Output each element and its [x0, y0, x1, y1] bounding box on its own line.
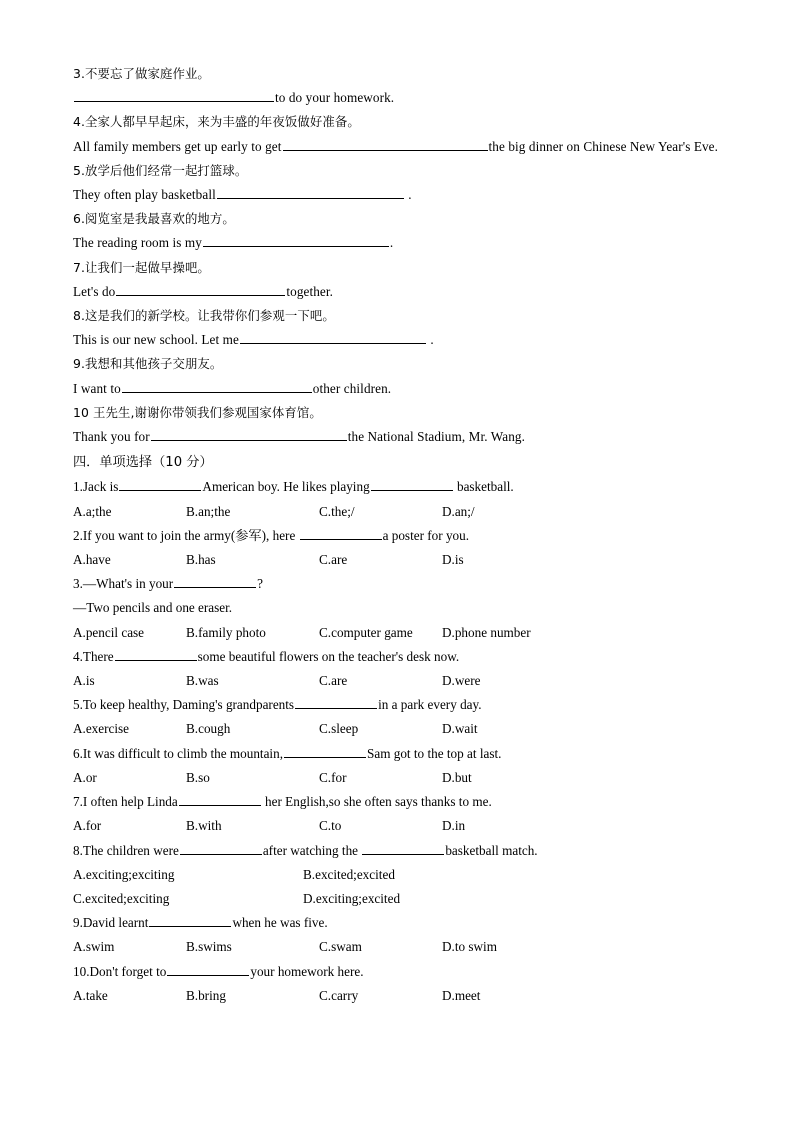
- question-stem: Jack is: [82, 479, 119, 495]
- question-stem-post: some beautiful flowers on the teacher's desk now.: [197, 648, 460, 664]
- question-number: 9.: [73, 915, 83, 931]
- option-d[interactable]: D.phone number: [442, 624, 531, 640]
- answer-text: together.: [286, 283, 334, 299]
- option-b[interactable]: B.was: [186, 673, 219, 689]
- question-number: 2.: [73, 527, 83, 543]
- translation-answer-8: [73, 328, 720, 352]
- option-b[interactable]: B.has: [186, 552, 216, 568]
- answer-blank[interactable]: [122, 379, 312, 393]
- mc-options-3: [73, 621, 720, 645]
- question-stem-tail: basketball match.: [445, 842, 538, 858]
- answer-prefix: All family members get up early to get: [73, 138, 282, 154]
- mc-options-6: [73, 766, 720, 790]
- option-d[interactable]: D.but: [442, 769, 472, 785]
- question-stem: Don't forget to: [89, 963, 167, 979]
- answer-text: .: [426, 332, 434, 348]
- question-number: 7.: [73, 794, 83, 810]
- translation-answer-9: [73, 377, 720, 401]
- question-stem: I often help Linda: [82, 794, 178, 810]
- answer-blank[interactable]: [151, 427, 347, 441]
- answer-blank[interactable]: [300, 526, 382, 540]
- answer-text: the National Stadium, Mr. Wang.: [347, 429, 525, 445]
- question-stem-post: after watching the: [262, 842, 362, 858]
- mc-options-8-row2: [73, 887, 720, 911]
- answer-blank[interactable]: [174, 574, 256, 588]
- option-c[interactable]: C.are: [319, 552, 348, 568]
- mc-question-5: [73, 693, 720, 717]
- mc-question-9: [73, 911, 720, 935]
- section-title: 四．单项选择（10 分）: [73, 455, 213, 471]
- option-c[interactable]: C.carry: [319, 987, 359, 1003]
- option-c[interactable]: C.excited;exciting: [73, 890, 170, 906]
- mc-options-7: [73, 814, 720, 838]
- answer-prefix: Thank you for: [73, 429, 150, 445]
- question-stem-post: your homework here.: [250, 963, 364, 979]
- answer-blank[interactable]: [283, 137, 488, 151]
- question-stem: David learnt: [82, 915, 149, 931]
- translation-prompt-6: 6.阅览室是我最喜欢的地方。: [73, 211, 235, 227]
- answer-blank[interactable]: [295, 695, 377, 709]
- answer-prefix: The reading room is my: [73, 235, 202, 251]
- option-a[interactable]: A.exciting;exciting: [73, 866, 175, 882]
- mc-question-1: [73, 475, 720, 499]
- option-b[interactable]: B.an;the: [186, 503, 231, 519]
- translation-prompt-9: 9.我想和其他孩子交朋友。: [73, 356, 223, 372]
- mc-question-2: [73, 524, 720, 548]
- answer-prefix: They often play basketball: [73, 187, 216, 203]
- mc-question-6: [73, 742, 720, 766]
- mc-options-9: [73, 935, 720, 959]
- question-number: 4.: [73, 648, 83, 664]
- question-stem-mid: American boy. He likes playing: [202, 479, 370, 495]
- question-stem: To keep healthy, Daming's grandparents: [82, 697, 295, 713]
- answer-blank[interactable]: [180, 841, 262, 855]
- option-c[interactable]: C.for: [319, 769, 347, 785]
- mc-options-8-row1: [73, 863, 720, 887]
- option-a[interactable]: A.a;the: [73, 503, 112, 519]
- option-c[interactable]: C.are: [319, 673, 348, 689]
- question-stem: If you want to join the army(参军), here: [82, 527, 299, 543]
- question-number: 6.: [73, 745, 83, 761]
- answer-prefix: This is our new school. Let me: [73, 332, 239, 348]
- answer-text: to do your homework.: [275, 90, 395, 106]
- answer-prefix: I want to: [73, 380, 121, 396]
- answer-blank[interactable]: [116, 282, 285, 296]
- translation-prompt-5: 5.放学后他们经常一起打篮球。: [73, 162, 248, 178]
- translation-prompt-10: 10 王先生,谢谢你带领我们参观国家体育馆。: [73, 404, 322, 420]
- translation-prompt-8: 8.这是我们的新学校。让我带你们参观一下吧。: [73, 308, 335, 324]
- option-a[interactable]: A.or: [73, 769, 97, 785]
- option-d[interactable]: D.wait: [442, 721, 478, 737]
- translation-answer-5: [73, 183, 720, 207]
- question-stem-post: ?: [257, 576, 264, 592]
- option-b[interactable]: B.swims: [186, 939, 232, 955]
- answer-text: other children.: [312, 380, 392, 396]
- option-c[interactable]: C.swam: [319, 939, 362, 955]
- mc-question-8: [73, 839, 720, 863]
- mc-question-7: [73, 790, 720, 814]
- option-b[interactable]: B.excited;excited: [303, 866, 395, 882]
- question-stem: —What's in your: [82, 576, 174, 592]
- answer-blank[interactable]: [179, 792, 261, 806]
- translation-answer-3: [73, 86, 720, 110]
- translation-prompt-4: 4.全家人都早早起床，来为丰盛的年夜饭做好准备。: [73, 114, 360, 130]
- answer-blank[interactable]: [167, 962, 249, 976]
- option-d[interactable]: D.an;/: [442, 503, 475, 519]
- answer-blank[interactable]: [149, 913, 231, 927]
- mc-options-10: [73, 984, 720, 1008]
- mc-question-10: [73, 960, 720, 984]
- answer-text: .: [389, 235, 394, 251]
- question-stem: There: [82, 648, 114, 664]
- answer-text: .: [404, 187, 412, 203]
- question-stem-post: a poster for you.: [382, 527, 470, 543]
- mc-question-3-response: —Two pencils and one eraser.: [73, 600, 233, 616]
- question-stem-post: Sam got to the top at last.: [367, 745, 502, 761]
- question-number: 8.: [73, 842, 83, 858]
- mc-question-3: [73, 572, 720, 596]
- translation-answer-4: [73, 135, 720, 159]
- question-stem-post: when he was five.: [232, 915, 328, 931]
- answer-blank[interactable]: [119, 477, 201, 491]
- option-a[interactable]: A.have: [73, 552, 111, 568]
- answer-blank[interactable]: [371, 477, 453, 491]
- option-c[interactable]: C.computer game: [319, 624, 413, 640]
- mc-options-5: [73, 717, 720, 741]
- answer-blank[interactable]: [240, 330, 426, 344]
- mc-options-4: [73, 669, 720, 693]
- question-stem: It was difficult to climb the mountain,: [82, 745, 283, 761]
- option-b[interactable]: B.so: [186, 769, 210, 785]
- answer-blank[interactable]: [284, 744, 366, 758]
- question-stem-post: in a park every day.: [378, 697, 482, 713]
- option-b[interactable]: B.cough: [186, 721, 231, 737]
- mc-options-2: [73, 548, 720, 572]
- answer-text: the big dinner on Chinese New Year's Eve.: [488, 138, 719, 154]
- question-number: 3.: [73, 576, 83, 592]
- answer-prefix: Let's do: [73, 283, 116, 299]
- option-d[interactable]: D.is: [442, 552, 464, 568]
- option-a[interactable]: A.exercise: [73, 721, 130, 737]
- question-stem-post: her English,so she often says thanks to me.: [261, 794, 492, 810]
- option-b[interactable]: B.bring: [186, 987, 226, 1003]
- option-b[interactable]: B.with: [186, 818, 222, 834]
- option-b[interactable]: B.family photo: [186, 624, 266, 640]
- question-number: 10.: [73, 963, 90, 979]
- translation-answer-6: [73, 231, 720, 255]
- option-d[interactable]: D.in: [442, 818, 466, 834]
- translation-answer-10: [73, 425, 720, 449]
- translation-prompt-7: 7.让我们一起做早操吧。: [73, 259, 210, 275]
- option-c[interactable]: C.to: [319, 818, 342, 834]
- option-d[interactable]: D.to swim: [442, 939, 497, 955]
- option-c[interactable]: C.sleep: [319, 721, 359, 737]
- option-d[interactable]: D.meet: [442, 987, 481, 1003]
- mc-options-1: [73, 500, 720, 524]
- option-a[interactable]: A.is: [73, 673, 95, 689]
- option-a[interactable]: A.for: [73, 818, 102, 834]
- answer-blank[interactable]: [115, 647, 197, 661]
- question-stem-post: basketball.: [453, 479, 514, 495]
- answer-blank[interactable]: [74, 88, 274, 102]
- option-d[interactable]: D.exciting;excited: [303, 890, 401, 906]
- answer-blank[interactable]: [217, 185, 404, 199]
- option-a[interactable]: A.take: [73, 987, 108, 1003]
- answer-blank[interactable]: [203, 233, 389, 247]
- option-a[interactable]: A.pencil case: [73, 624, 145, 640]
- question-stem: The children were: [82, 842, 179, 858]
- question-number: 1.: [73, 479, 83, 495]
- mc-question-4: [73, 645, 720, 669]
- answer-blank[interactable]: [362, 841, 444, 855]
- option-c[interactable]: C.the;/: [319, 503, 355, 519]
- question-number: 5.: [73, 697, 83, 713]
- translation-answer-7: [73, 280, 720, 304]
- translation-prompt-3: 3.不要忘了做家庭作业。: [73, 66, 210, 81]
- option-d[interactable]: D.were: [442, 673, 481, 689]
- option-a[interactable]: A.swim: [73, 939, 115, 955]
